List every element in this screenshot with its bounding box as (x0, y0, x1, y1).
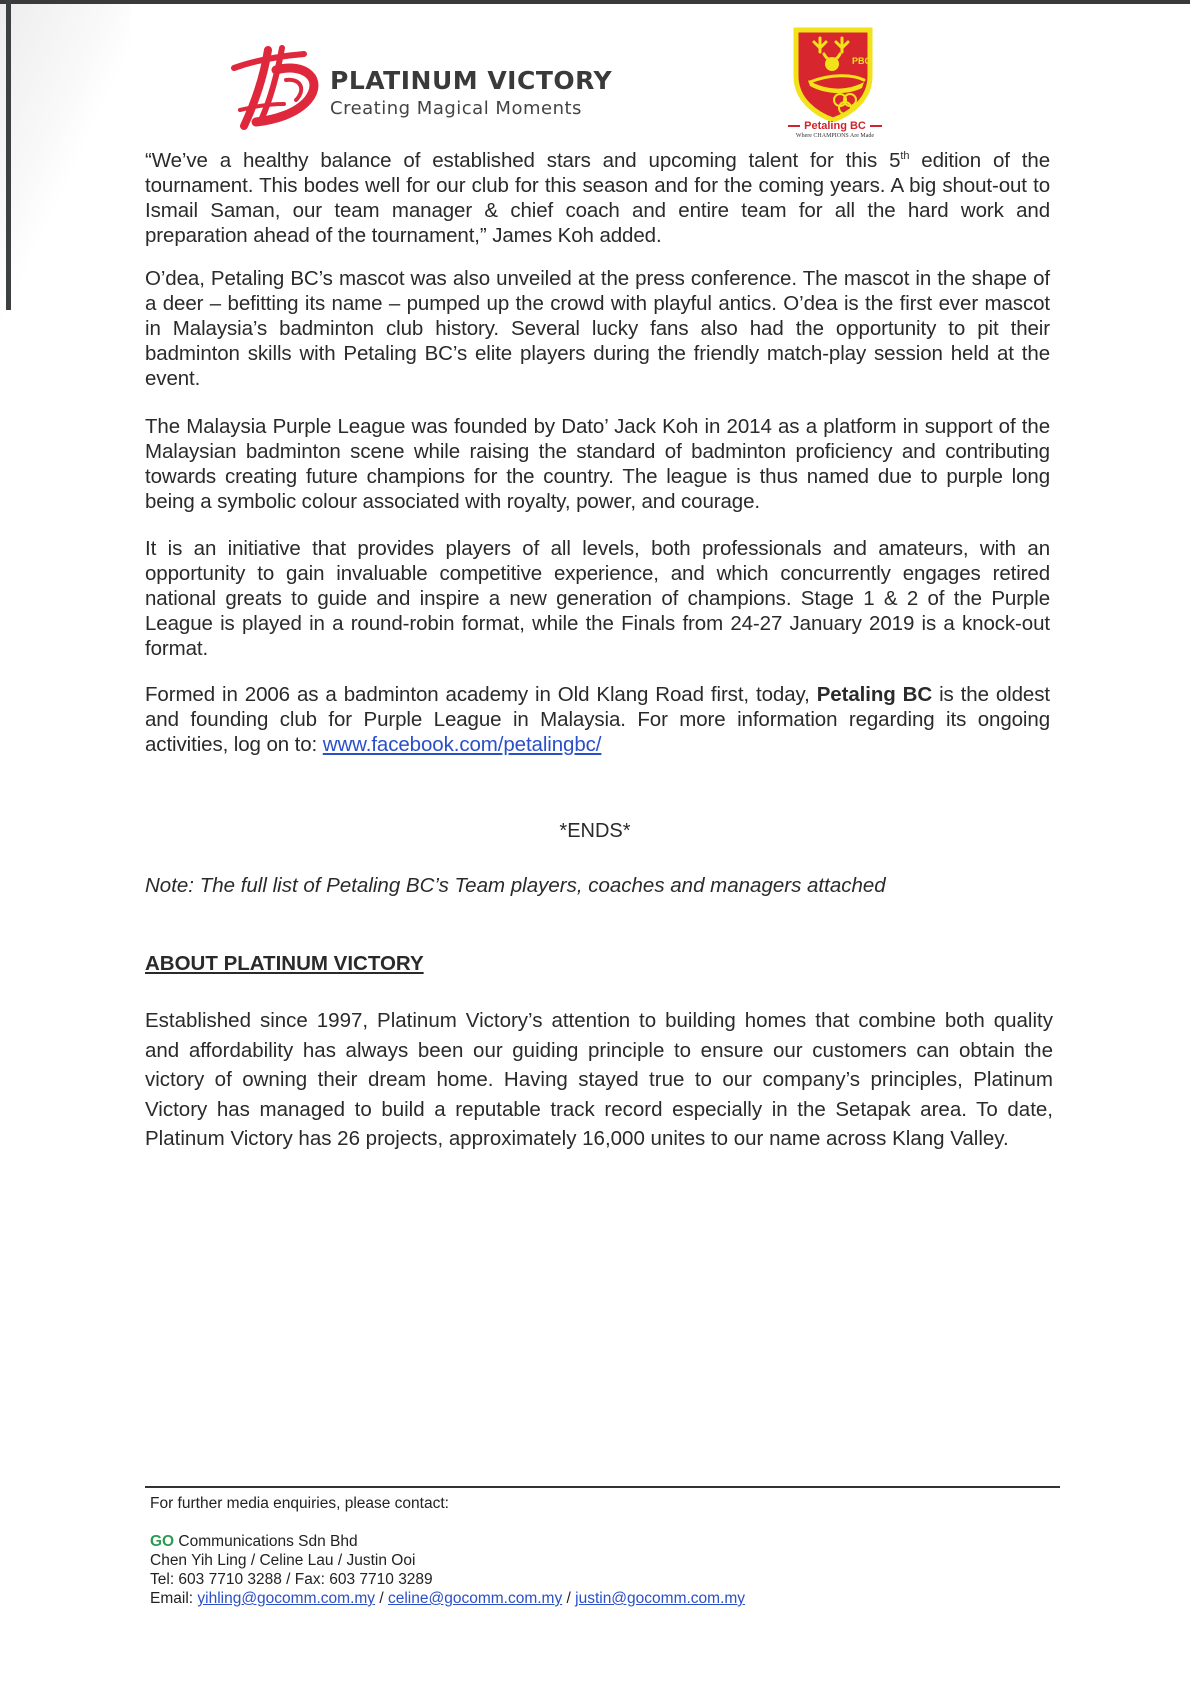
footer-divider (145, 1486, 1060, 1488)
paragraph-initiative: It is an initiative that provides players of all levels, both professionals and amateurs, with an opportunity to gain invaluable competitive experience, and which concurrently engages retired national greats to guide and inspire a new generation of champions. Stage 1 & 2 of the Purple League is played in a round-robin format, while the Finals from 24-27 January 2019 is a knock-out format. (145, 537, 1050, 660)
agency-prefix: GO (150, 1533, 175, 1550)
about-paragraph: Established since 1997, Platinum Victory’s attention to building homes that combine both quality and affordability has always been our guiding principle to ensure our customers can obtain the victory of owning their dream home. Having stayed true to our company’s principles, Platinum Victory has managed to build a reputable track record especially in the Setapak area. To date, Platinum Victory has 26 projects, approximately 16,000 unites to our name across Klang Valley. (145, 1009, 1053, 1150)
club-name-row (780, 120, 890, 132)
email-link-celine[interactable]: celine@gocomm.com.my (387, 1590, 563, 1607)
history-text-start: Formed in 2006 as a badminton academy in Old Klang Road first, today, (145, 683, 817, 706)
dash-left (788, 125, 800, 127)
dash-right (870, 125, 882, 127)
quote-text-start: “We’ve a healthy balance of established stars and upcoming talent for this 5 (145, 149, 901, 172)
attachment-note: Note: The full list of Petaling BC’s Team players, coaches and managers attached (145, 874, 886, 897)
petaling-bc-crest-icon (790, 24, 876, 122)
email-separator: / (375, 1590, 388, 1607)
club-name-bold: Petaling BC (816, 683, 933, 706)
contact-lead: For further media enquiries, please contact: (150, 1495, 449, 1512)
ordinal-suffix: th (900, 150, 910, 163)
about-heading: ABOUT PLATINUM VICTORY (145, 952, 424, 975)
contact-phone: Tel: 603 7710 3288 / Fax: 603 7710 3289 (150, 1571, 433, 1588)
club-name: Petaling BC (804, 120, 866, 132)
media-contact (150, 1494, 745, 1608)
crest-text: PBC (852, 56, 872, 66)
company-tagline: Creating Magical Moments (330, 98, 582, 119)
email-link-yihling[interactable]: yihling@gocomm.com.my (197, 1590, 376, 1607)
quote-text-end: edition of the tournament. This bodes well for our club for this season and for the coming years. A big shout-out to Ismail Saman, our team manager & chief coach and entire team for all the hard work and preparation ahead of the tournament,” James Koh added. (145, 149, 1050, 247)
agency-name (150, 1532, 745, 1551)
email-separator: / (562, 1590, 576, 1607)
email-label: Email: (150, 1590, 198, 1607)
facebook-link[interactable]: www.facebook.com/petalingbc/ (322, 733, 602, 756)
agency-rest: Communications Sdn Bhd (174, 1533, 358, 1550)
email-link-justin[interactable]: justin@gocomm.com.my (575, 1590, 746, 1607)
platinum-victory-logo-icon (226, 40, 326, 130)
ends-marker: *ENDS* (559, 820, 631, 842)
paragraph-mascot: O’dea, Petaling BC’s mascot was also unveiled at the press conference. The mascot in the shape of a deer – befitting its name – pumped up the crowd with playful antics. O’dea is the first ever mascot in Malaysia’s badminton club history. Several lucky fans also had the opportunity to pit their badminton skills with Petaling BC’s elite players during the friendly match-play session held at the event. (145, 267, 1050, 390)
contact-names: Chen Yih Ling / Celine Lau / Justin Ooi (150, 1552, 416, 1569)
history-text-end: is the oldest and founding club for Purple League in Malaysia. For more information regarding its ongoing activities, log on to: (145, 683, 1050, 756)
paragraph-club-history (145, 682, 1050, 757)
company-name: PLATINUM VICTORY (330, 66, 613, 95)
contact-emails (150, 1589, 745, 1608)
paragraph-purple-league: The Malaysia Purple League was founded by Dato’ Jack Koh in 2014 as a platform in support of the Malaysian badminton scene while raising the standard of badminton proficiency and contributing towards creating future champions for the country. The league is thus named due to purple long being a symbolic colour associated with royalty, power, and courage. (145, 415, 1050, 513)
club-slogan: Where CHAMPIONS Are Made (795, 133, 875, 139)
paragraph-quote (145, 148, 1050, 248)
